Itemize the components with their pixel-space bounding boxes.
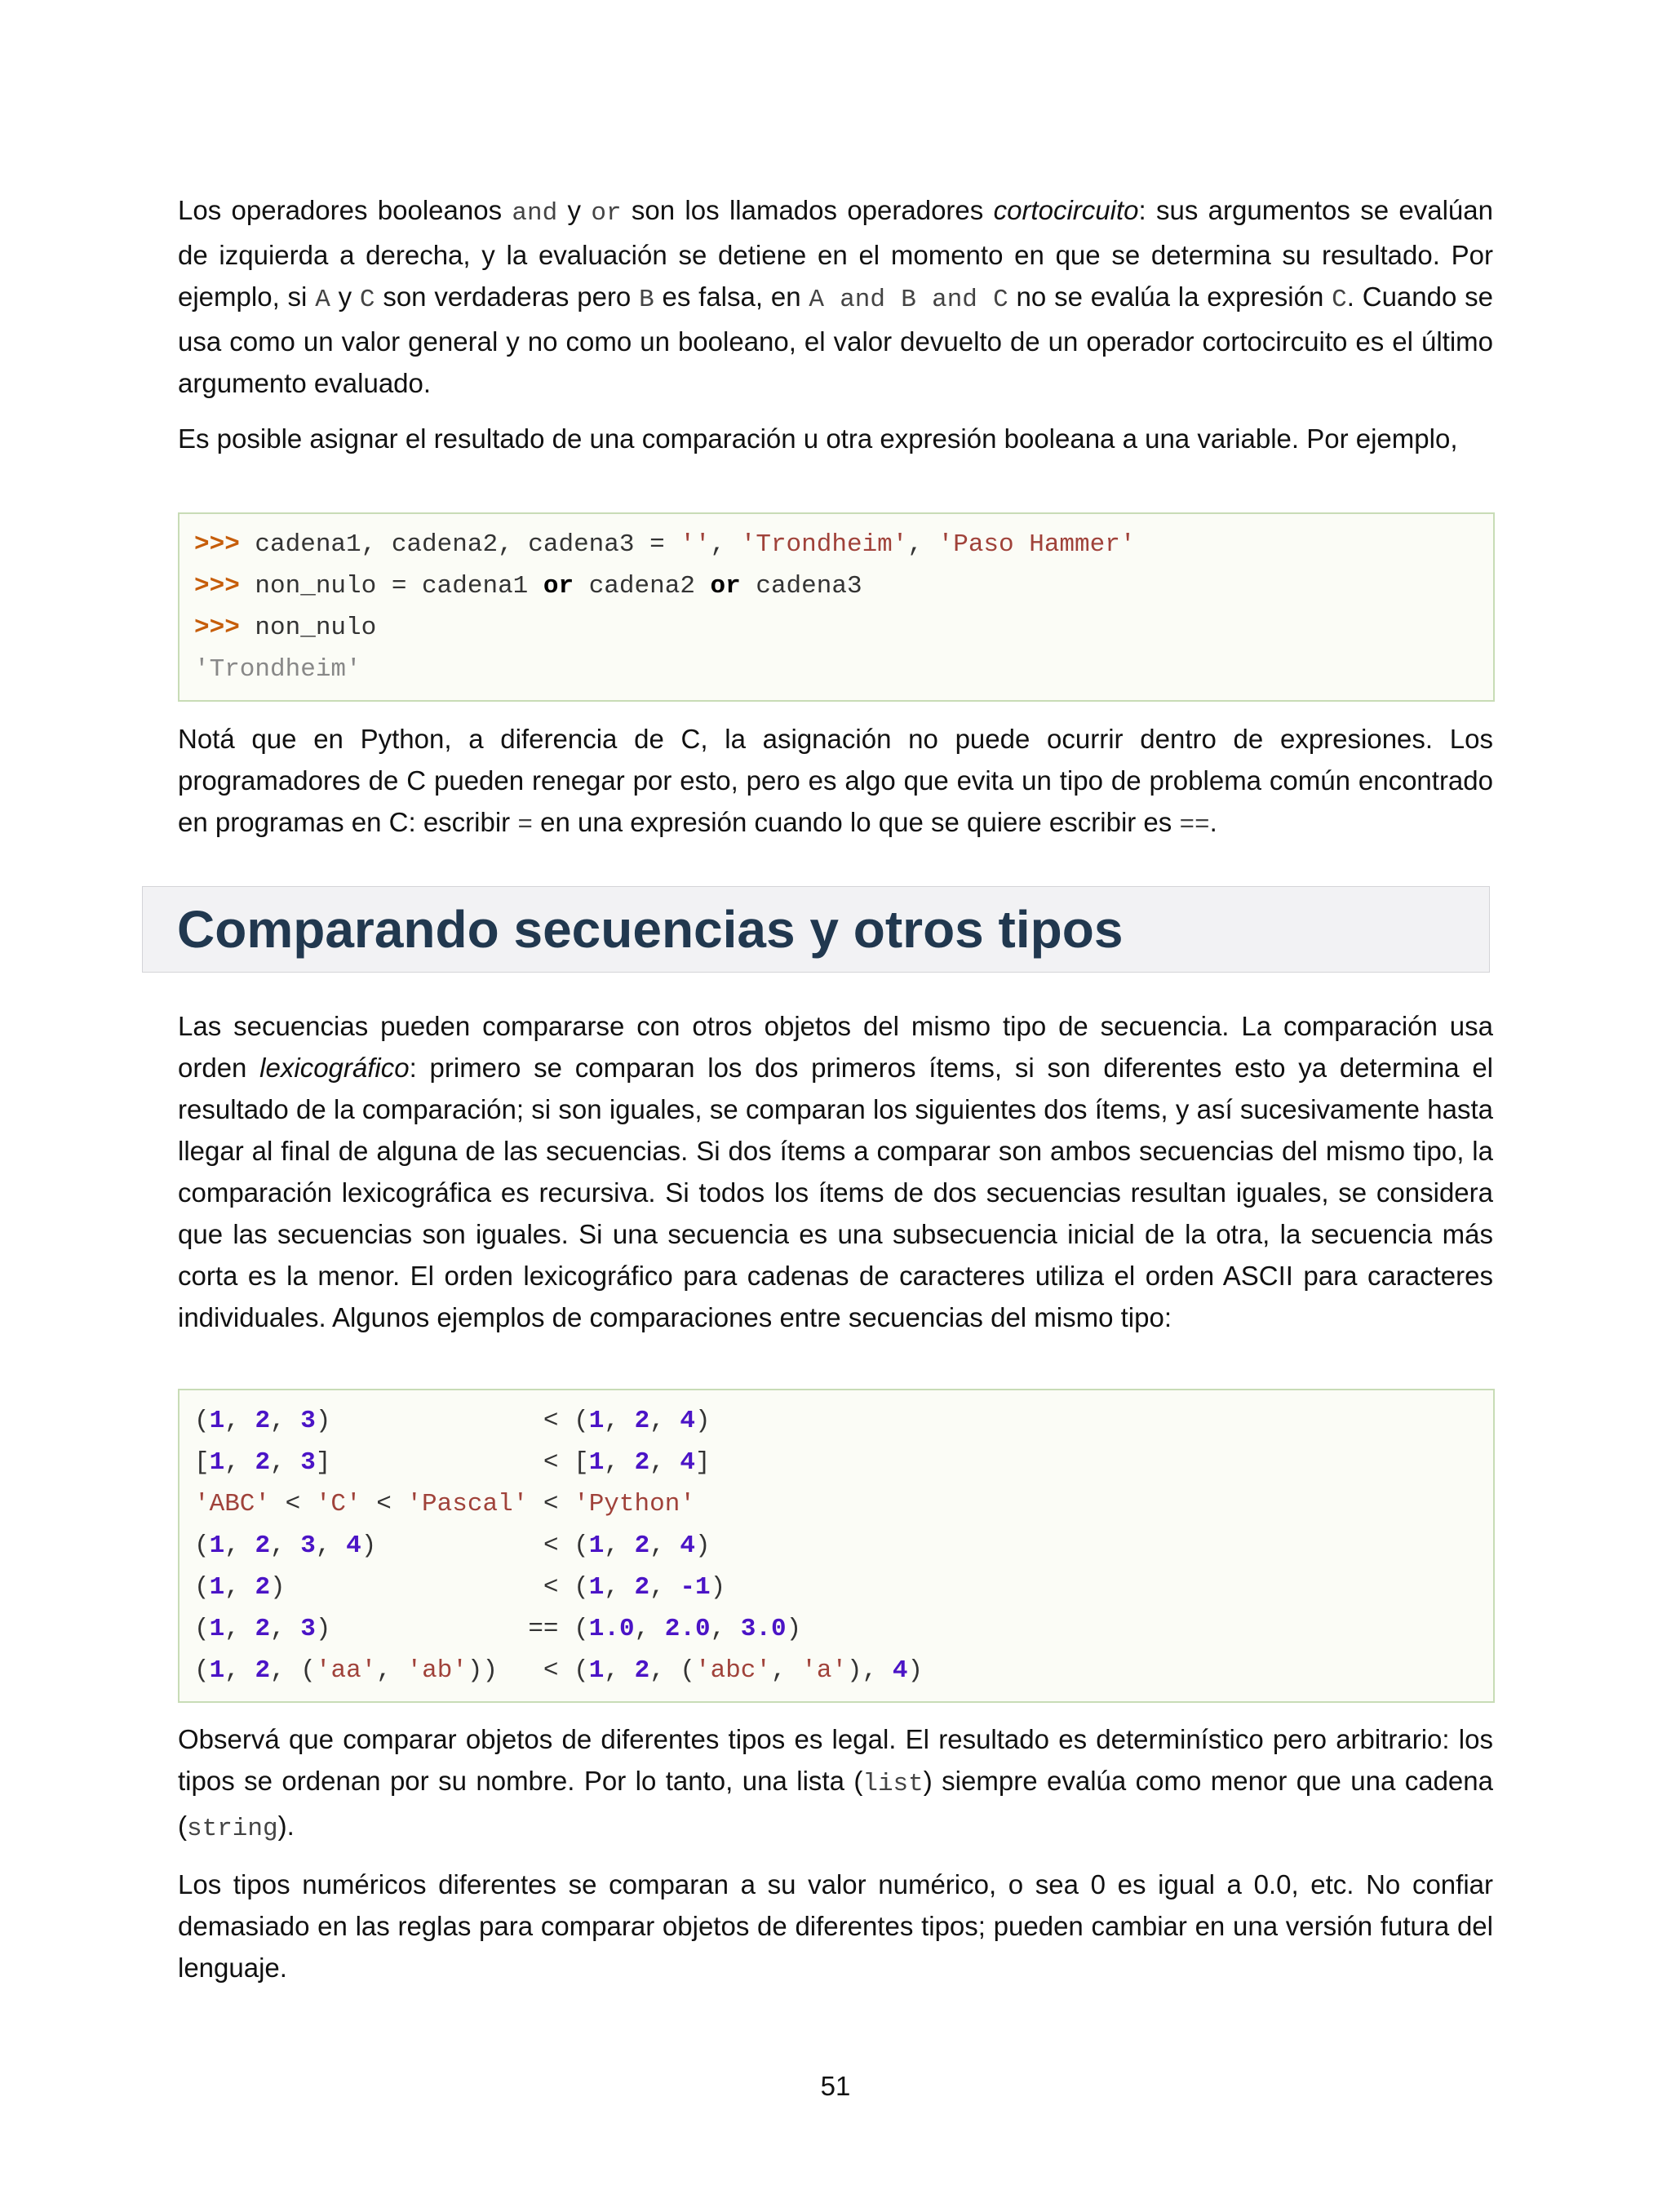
text: no se evalúa la expresión (1008, 281, 1332, 312)
code-line: (1, 2, 3) == (1.0, 2.0, 3.0) (194, 1615, 802, 1643)
inline-code: A (315, 286, 330, 314)
section-heading: Comparando secuencias y otros tipos (177, 900, 1124, 959)
code-line: 'ABC' < 'C' < 'Pascal' < 'Python' (194, 1490, 695, 1518)
emphasis: lexicográfico (259, 1053, 410, 1083)
paragraph-numeric-types: Los tipos numéricos diferentes se comparan a su valor numérico, o sea 0 es igual a 0.0, etc. No confiar demasiado en las reglas para comparar objetos de diferentes tipos; pueden cambiar en una versión futura del lenguaje. (178, 1869, 1493, 1983)
inline-code: and (512, 199, 558, 228)
code-line: >>> cadena1, cadena2, cadena3 = '', 'Trondheim', 'Paso Hammer' (194, 530, 1136, 559)
section-heading-box (142, 886, 1490, 973)
paragraph-mixed-types (178, 1718, 1493, 1850)
text: Los operadores booleanos (178, 195, 512, 225)
text: : sus argumentos se evalúan de izquierda a derecha, y la evaluación se detiene en el momento en que se determina su resultado. Por ejemplo, si (178, 195, 1493, 312)
code-output: 'Trondheim' (194, 655, 361, 684)
inline-code: = (517, 811, 533, 840)
prompt: >>> (194, 614, 240, 642)
code-line: (1, 2, 3, 4) < (1, 2, 4) (194, 1532, 711, 1560)
inline-code: string (187, 1815, 278, 1843)
paragraph-assign-result: Es posible asignar el resultado de una comparación u otra expresión booleana a una variable. Por ejemplo, (178, 423, 1458, 454)
text: . Cuando se usa como un valor general y no como un booleano, el valor devuelto de un operador cortocircuito es el último argumento evaluado. (178, 281, 1493, 398)
code-block-comparisons (178, 1389, 1495, 1703)
code-line: (1, 2, 3) < (1, 2, 4) (194, 1407, 711, 1435)
text: y (330, 281, 360, 312)
text: Notá que en Python, a diferencia de C, la asignación no puede ocurrir dentro de expresiones. Los programadores de C pueden renegar por esto, pero es algo que evita un tipo de problema común encontrado en programas en C: escribir (178, 724, 1493, 837)
text: ) siempre evalúa como menor que una cadena ( (178, 1766, 1493, 1841)
text: Observá que comparar objetos de diferentes tipos es legal. El resultado es determinístico pero arbitrario: los tipos se ordenan por su nombre. Por lo tanto, una lista ( (178, 1724, 1493, 1796)
text: . (1209, 807, 1217, 837)
text: en una expresión cuando lo que se quiere escribir es (532, 807, 1180, 837)
code-line: [1, 2, 3] < [1, 2, 4] (194, 1448, 711, 1477)
emphasis: cortocircuito (993, 195, 1139, 225)
code-line: >>> non_nulo = cadena1 or cadena2 or cadena3 (194, 572, 862, 601)
text: son verdaderas pero (375, 281, 640, 312)
inline-code: C (1332, 286, 1347, 314)
paragraph-short-circuit (178, 189, 1493, 404)
text: ). (277, 1811, 295, 1841)
prompt: >>> (194, 572, 240, 601)
text: Las secuencias pueden compararse con otros objetos del mismo tipo de secuencia. La comparación usa orden (178, 1011, 1493, 1083)
code-line: (1, 2) < (1, 2, -1) (194, 1573, 726, 1602)
inline-code: C (359, 286, 375, 314)
text: es falsa, en (654, 281, 809, 312)
code-line: (1, 2, ('aa', 'ab')) < (1, 2, ('abc', 'a'), 4) (194, 1656, 924, 1685)
paragraph-sequences (178, 1005, 1493, 1338)
prompt: >>> (194, 530, 240, 559)
text: son los llamados operadores (621, 195, 994, 225)
inline-code: A and B and C (809, 286, 1008, 314)
code-line: >>> non_nulo (194, 614, 377, 642)
inline-code: == (1179, 811, 1210, 840)
code-block-assignment (178, 512, 1495, 702)
paragraph-assignment-note (178, 718, 1493, 846)
text: : primero se comparan los dos primeros ítems, si son diferentes esto ya determina el resultado de la comparación; si son iguales, se comparan los siguientes dos ítems, y así sucesivamente hasta llegar al final de alguna de las secuencias. Si dos ítems a comparar son ambos secuencias del mismo tipo, la comparación lexicográfica es recursiva. Si todos los ítems de dos secuencias resultan iguales, se considera que las secuencias son iguales. Si una secuencia es una subsecuencia inicial de la otra, la secuencia más corta es la menor. El orden lexicográfico para cadenas de caracteres utiliza el orden ASCII para caracteres individuales. Algunos ejemplos de comparaciones entre secuencias del mismo tipo: (178, 1053, 1493, 1332)
inline-code: B (639, 286, 654, 314)
page-number: 51 (820, 2071, 851, 2101)
inline-code: or (591, 199, 622, 228)
inline-code: list (862, 1770, 924, 1798)
text: y (557, 195, 592, 225)
